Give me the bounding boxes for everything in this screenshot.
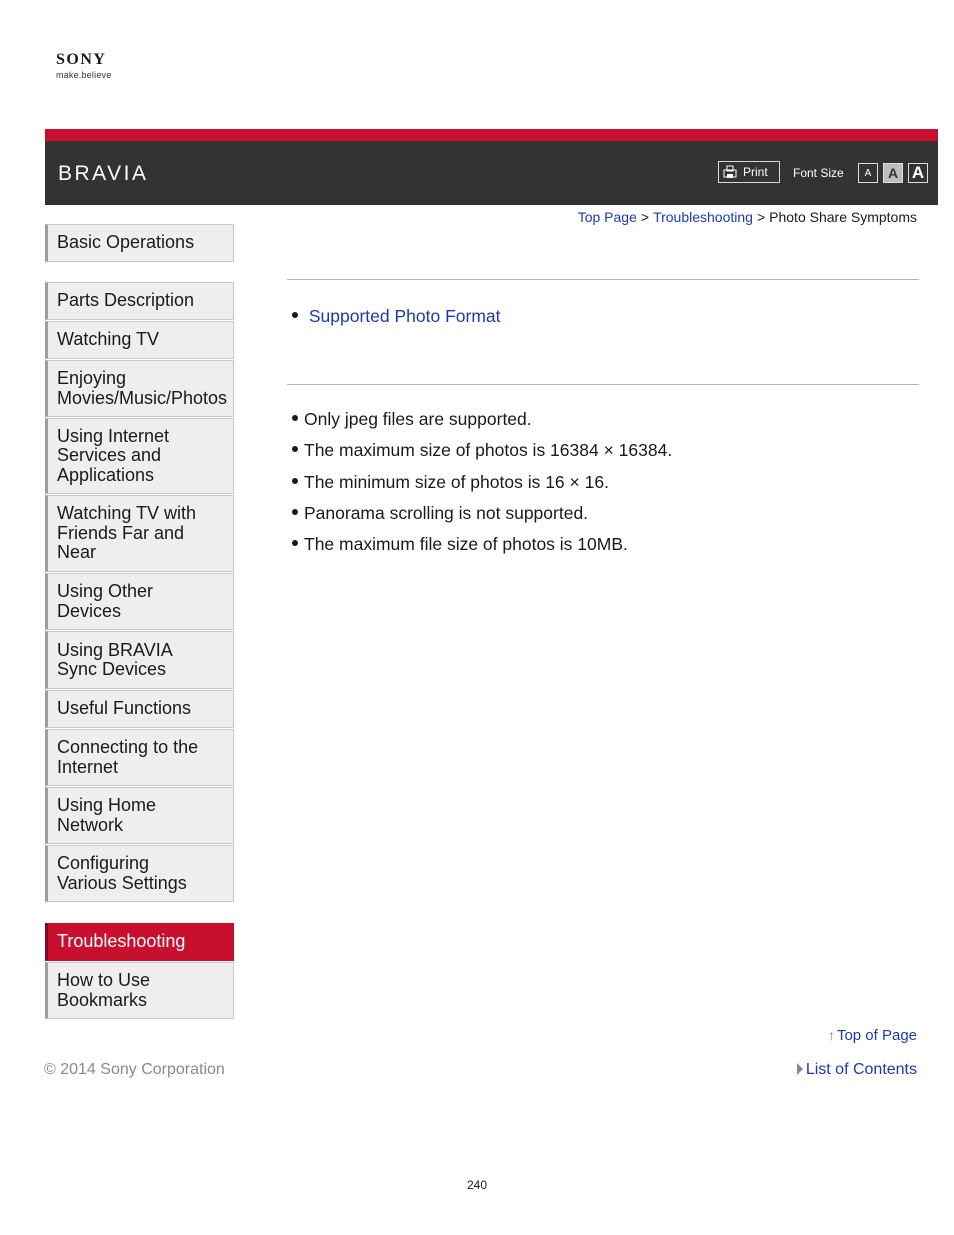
supported-photo-format-link[interactable]: Supported Photo Format — [308, 306, 501, 326]
breadcrumb-top-page[interactable]: Top Page — [577, 209, 637, 225]
list-of-contents-link[interactable]: List of Contents — [805, 1061, 917, 1078]
sidebar-item-enjoying-movies-music-photos[interactable]: Enjoying Movies/Music/Photos — [45, 360, 234, 417]
top-of-page — [828, 1027, 917, 1044]
print-icon — [723, 165, 737, 179]
list-of-contents — [797, 1061, 917, 1079]
sidebar-item-troubleshooting[interactable]: Troubleshooting — [45, 923, 234, 961]
sidebar-item-using-internet-services[interactable]: Using Internet Services and Applications — [45, 418, 234, 494]
sidebar-item-using-other-devices[interactable]: Using Other Devices — [45, 573, 234, 630]
sidebar-item-using-home-network[interactable]: Using Home Network — [45, 787, 234, 844]
list-item: The maximum size of photos is 16384 × 16384. — [292, 440, 672, 461]
font-size-small-button[interactable]: A — [858, 163, 878, 183]
font-size-large-button[interactable]: A — [908, 163, 928, 183]
sidebar-item-watching-tv[interactable]: Watching TV — [45, 321, 234, 359]
sidebar-item-watching-tv-with-friends[interactable]: Watching TV with Friends Far and Near — [45, 495, 234, 572]
breadcrumb-separator: > — [640, 209, 650, 225]
sidebar-item-useful-functions[interactable]: Useful Functions — [45, 690, 234, 728]
arrow-right-icon — [797, 1063, 803, 1075]
sidebar-item-configuring-settings[interactable]: Configuring Various Settings — [45, 845, 234, 902]
print-button[interactable] — [718, 161, 780, 183]
copyright: © 2014 Sony Corporation — [44, 1061, 225, 1078]
header-band — [45, 141, 938, 205]
product-logo: BRAVIA — [58, 162, 149, 185]
breadcrumb-current: Photo Share Symptoms — [769, 209, 917, 225]
breadcrumb-troubleshooting[interactable]: Troubleshooting — [653, 209, 753, 225]
print-label: Print — [743, 165, 768, 179]
breadcrumb-separator: > — [756, 209, 766, 225]
list-item: Only jpeg files are supported. — [292, 409, 532, 430]
sony-logo — [56, 52, 111, 80]
divider — [287, 384, 919, 385]
arrow-up-icon: ↑ — [827, 1027, 835, 1043]
sony-tagline: make.believe — [56, 70, 112, 80]
sony-brand: SONY — [56, 51, 107, 68]
list-item: The minimum size of photos is 16 × 16. — [292, 472, 609, 493]
divider — [287, 279, 919, 280]
sidebar-item-basic-operations[interactable]: Basic Operations — [45, 224, 234, 262]
font-size-medium-button[interactable]: A — [883, 163, 903, 183]
sidebar-item-how-to-use-bookmarks[interactable]: How to Use Bookmarks — [45, 962, 234, 1019]
header-accent-strip — [45, 129, 938, 141]
list-item: The maximum file size of photos is 10MB. — [292, 534, 628, 555]
font-size-label: Font Size — [793, 166, 844, 180]
list-item: Panorama scrolling is not supported. — [292, 503, 588, 524]
list-item — [292, 306, 501, 327]
top-of-page-link[interactable]: Top of Page — [836, 1027, 917, 1044]
breadcrumb — [578, 209, 917, 225]
sidebar-item-parts-description[interactable]: Parts Description — [45, 282, 234, 320]
page-number: 240 — [466, 1178, 488, 1192]
sidebar-item-using-bravia-sync[interactable]: Using BRAVIA Sync Devices — [45, 631, 234, 689]
sidebar-item-connecting-to-internet[interactable]: Connecting to the Internet — [45, 729, 234, 786]
